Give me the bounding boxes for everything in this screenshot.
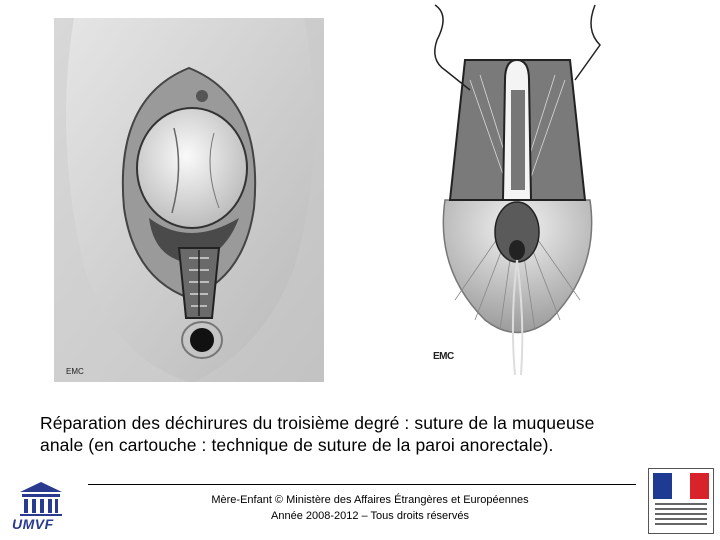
umvf-logo-text: UMVF — [12, 516, 54, 532]
footer-credits — [150, 492, 590, 524]
caption-line: anale (en cartouche : technique de suture de la paroi anorectale). — [40, 435, 554, 455]
anorectal-wall-suture-illustration — [425, 0, 610, 375]
ministry-logo-icon — [648, 468, 714, 534]
footer-line: Mère-Enfant © Ministère des Affaires Étrangères et Européennes — [211, 494, 529, 506]
perineal-repair-illustration — [54, 18, 324, 382]
figure-caption — [40, 412, 700, 456]
figure-source-label: EMC — [66, 367, 84, 376]
figure-source-label: EMC — [433, 351, 454, 362]
caption-line: Réparation des déchirures du troisième degré : suture de la muqueuse — [40, 413, 595, 433]
french-flag-icon — [653, 473, 709, 499]
footer-line: Année 2008-2012 – Tous droits réservés — [271, 510, 469, 522]
ministry-logo-text-lines — [655, 503, 707, 528]
footer-divider — [88, 484, 636, 485]
